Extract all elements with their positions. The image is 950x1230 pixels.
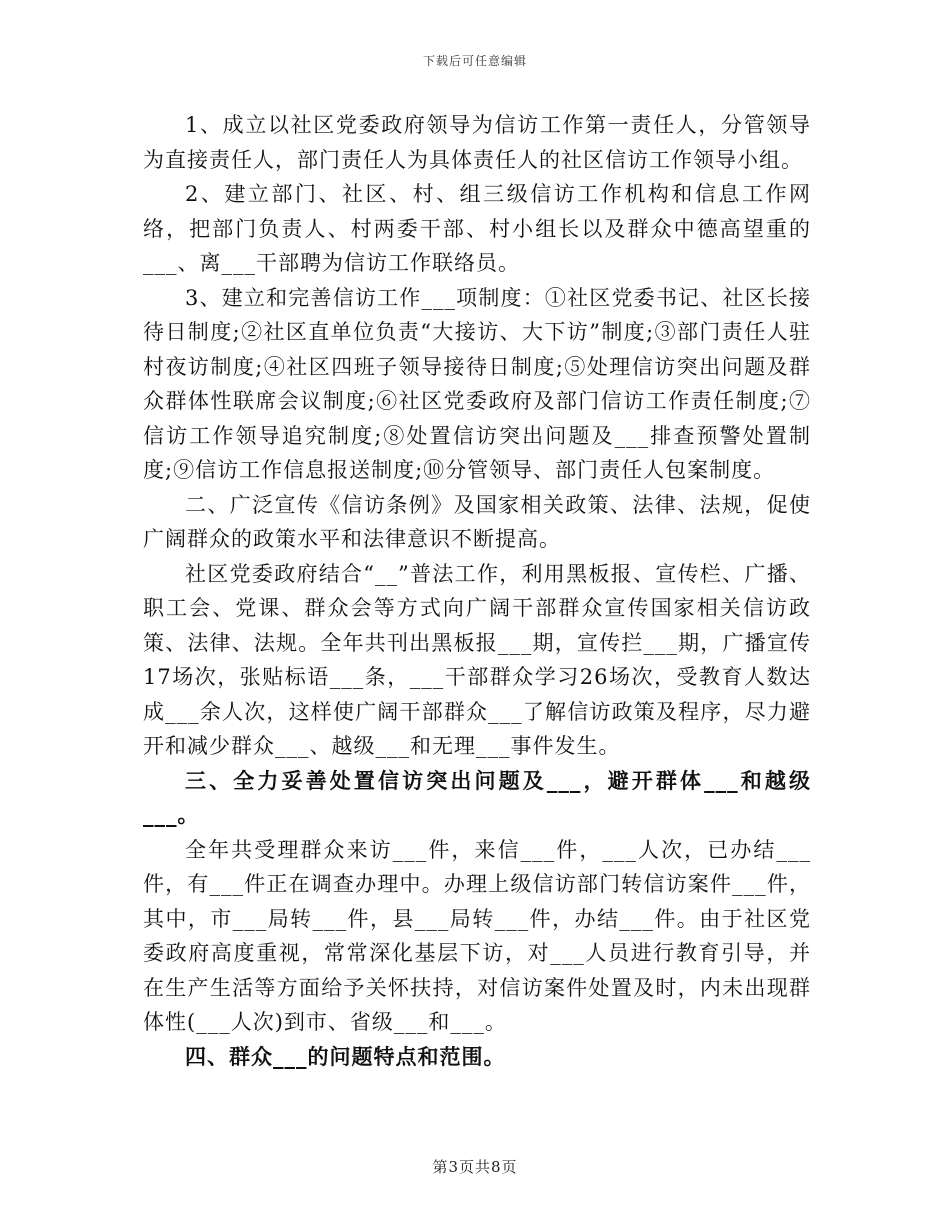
paragraph-item-1-leadership-group: 1、成立以社区党委政府领导为信访工作第一责任人，分管领导为直接责任人，部门责任人为具体责任人的社区信访工作领导小组。 — [143, 113, 811, 172]
paragraph-item-2-three-level-network: 2、建立部门、社区、村、组三级信访工作机构和信息工作网络，把部门负责人、村两委干部、村小组长以及群众中德高望重的___、离___干部聘为信访工作联络员。 — [143, 182, 811, 275]
page-header: 下载后可任意编辑 — [422, 54, 527, 68]
page-number-footer: 第3页共8页 — [432, 1158, 518, 1176]
paragraph-item-3-systems: 3、建立和完善信访工作___项制度：①社区党委书记、社区长接待日制度;②社区直单位负责“大接访、大下访”制度;③部门责任人驻村夜访制度;④社区四班子领导接待日制度;⑤处理信访突出问题及群众群体性联席会议制度;⑥社区党委政府及部门信访工作责任制度;⑦信访工作领导追究制度;⑧处置信访突出问题及___排查预警处置制度;⑨信访工作信息报送制度;⑩分管领导、部门责任人包案制度。 — [143, 285, 811, 482]
paragraph-publicity: 社区党委政府结合“__”普法工作，利用黑板报、宣传栏、广播、职工会、党课、群众会等方式向广阔干部群众宣传国家相关信访政策、法律、法规。全年共刊出黑板报___期，宣传拦___期，广播宣传17场次，张贴标语___条，___干部群众学习26场次，受教育人数达成___余人次，这样使广阔干部群众___了解信访政策及程序，尽力避开和减少群众___、越级___和无理___事件发生。 — [143, 561, 811, 758]
section-2-heading: 二、广泛宣传《信访条例》及国家相关政策、法律、法规，促使广阔群众的政策水平和法律意识不断提高。 — [143, 492, 811, 551]
section-3-heading: 三、全力妥善处置信访突出问题及___，避开群体___和越级___。 — [143, 767, 811, 827]
document-body — [143, 108, 811, 1074]
paragraph-case-statistics: 全年共受理群众来访___件，来信___件，___人次，已办结___件，有___件正在调查办理中。办理上级信访部门转信访案件___件，其中，市___局转___件，县___局转___件，办结___件。由于社区党委政府高度重视，常常深化基层下访，对___人员进行教育引导，并在生产生活等方面给予关怀扶持，对信访案件处置及时，内未出现群体性(___人次)到市、省级___和___。 — [143, 837, 811, 1034]
section-4-heading: 四、群众___的问题特点和范围。 — [185, 1043, 506, 1069]
